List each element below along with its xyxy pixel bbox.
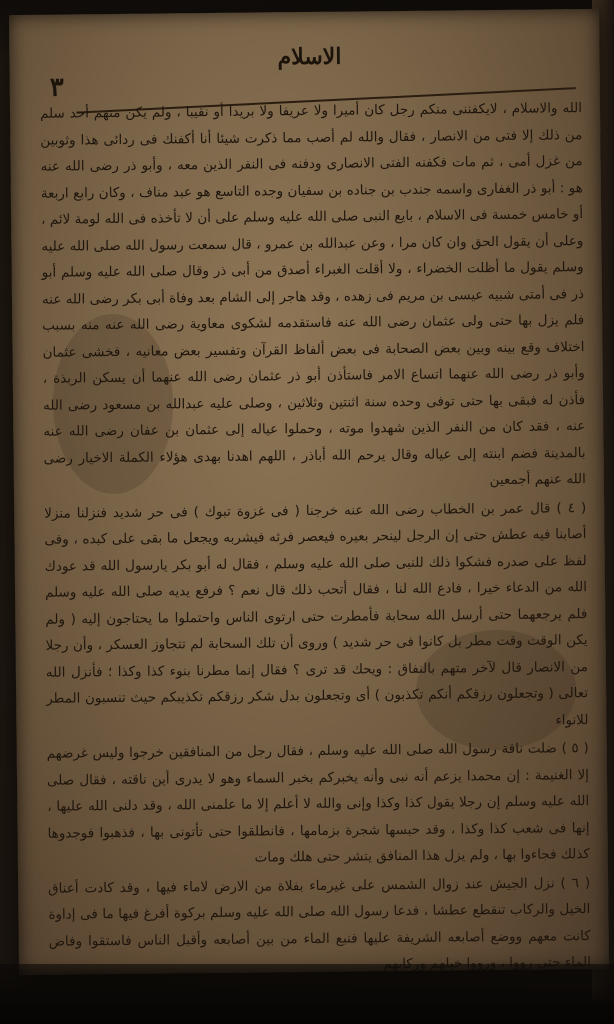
paragraph-section-4: ( ٤ ) قال عمر بن الخطاب رضى الله عنه خرجنا ( فى غزوة تبوك ) فى حر شديد فنزلنا منزلا أصابنا فيه عطش حتى إن الرجل لينحر بعيره فيعصر فرثه فيشربه ويجعل ما بقى على كبده ، وفى لفظ على صدره فشكوا ذلك للنبى صلى الله عليه وسلم ، فقال له أبو بكر يارسول الله قد عودك الله من الدعاء خيرا ، فادع الله لنا ، فقال أتحب ذلك قال نعم ؟ فرفع يديه صلى الله عليه وسلم فلم يرجعهما حتى أرسل الله سحابة فأمطرت حتى ارتوى الناس واحتملوا ما يحتاجون إليه ( ولم يكن الوقت وقت مطر بل كانوا فى حر شديد ) وروى أن تلك السحابة لم تتجاوز العسكر ، وأن رجلا من الانصار قال لآخر متهم بالنفاق : ويحك قد ترى ؟ فقال إنما مطرنا بنوء كذا وكذا ؛ فأنزل الله تعالى ( وتجعلون رزقكم أنكم تكذبون ) أى وتجعلون بدل شكر رزقكم تكذيبكم حيث تنسبون المطر للانواء xyxy=(44,499,589,728)
paragraph-section-5: ( ٥ ) ضلت ناقة رسول الله صلى الله عليه وسلم ، فقال رجل من المنافقين خرجوا وليس غرضهم إلا الغنيمة : إن محمدا يزعم أنه نبى وأنه يخبركم بخبر السماء وهو لا يدرى أين ناقته ، فقال صلى الله عليه وسلم إن رجلا يقول كذا وكذا وإنى والله لا أعلم إلا ما علمنى الله ، وقد دلنى الله عليها ، إنها فى شعب كذا وكذا ، وقد حبسها شجرة بزمامها ، فانطلقوا حتى تأتونى بها ، فذهبوا فوجدوها كذلك فجاءوا بها ، ولم يزل هذا المنافق يتشر حتى هلك ومات xyxy=(46,740,590,866)
book-page xyxy=(9,9,609,975)
page-header xyxy=(39,33,580,103)
table-surface xyxy=(0,964,614,1024)
paragraph-intro: الله والاسلام ، لايكفننى منكم رجل كان أميرا ولا عريفا ولا بريدا أو نقيبا ، ولم يكن منهم أحد سلم من ذلك إلا فتى من الانصار ، فقال والله لم أصب مما ذكرت شيئا أنا أكفنك فى ردائى هذا وثوبين من غزل أمى ، ثم مات فكفنه الفتى الانصارى ودفنه فى النفر الذين معه ، وأبو ذر رضى الله عنه هو : أبو ذر الغفارى واسمه جندب بن جناده بن سفيان وجده التاسع هو عبد مناف ، وكان رابع اربعة أو خامس خمسة فى الاسلام ، بايع النبى صلى الله عليه وسلم على أن لا تأخذه فى الله لومة لائم ، وعلى أن يقول الحق وان كان مرا ، وعن عبدالله بن عمرو ، قال سمعت رسول الله صلى الله عليه وسلم يقول ما أظلت الخضراء ، ولا أقلت الغبراء أصدق من أبى ذر وقال صلى الله عليه وسلم أبو ذر فى أمتى شبيه عيسى بن مريم فى زهده ، وقد هاجر إلى الشام بعد وفاة أبى بكر رضى الله عنه فلم يزل بها حتى ولى عثمان رضى الله عنه فاستقدمه لشكوى معاوية رضى الله عنه منه بسبب اختلاف وقع بينه وبين بعض الصحابة فى بعض ألفاظ القرآن وتفسير بعض معانيه ، فخشى عثمان وأبو ذر رضى الله عنهما اتساع الامر فاستأذن أبو ذر عثمان رضى الله عنهما أن يسكن الربذة ، فأذن له فبقى بها حتى توفى وحده سنة اثنتين وثلاثين ، وصلى عليه عبدالله بن مسعود رضى الله عنه ، فقد كان من النفر الذين شهدوا موته ، وحملوا عياله إلى عثمان بن عفان رضى الله عنه بالمدينة فضم ابنته إلى عياله وقال يرحم الله أباذر ، اللهم اهدنا بهدى هؤلاء الكملة الاخيار رضى الله عنهم أجمعين xyxy=(39,100,586,489)
body-text xyxy=(39,95,592,972)
running-title: الاسلام xyxy=(277,43,342,71)
paragraph-section-6: ( ٦ ) نزل الجيش عند زوال الشمس على غيرماء بفلاة من الارض لاماء فيها ، وقد كادت أعناق الخيل والركاب تنقطع عطشا ، فدعا رسول الله صلى الله عليه وسلم بركوة أفرغ فيها ما فى إداوة كانت معهم ووضع أصابعه الشريفة عليها فنبع الماء من بين أصابعه وأقبل الناس فاستقوا وفاض الماء حتى رووا ، xyxy=(48,874,592,972)
page-number: ٣ xyxy=(49,72,64,103)
